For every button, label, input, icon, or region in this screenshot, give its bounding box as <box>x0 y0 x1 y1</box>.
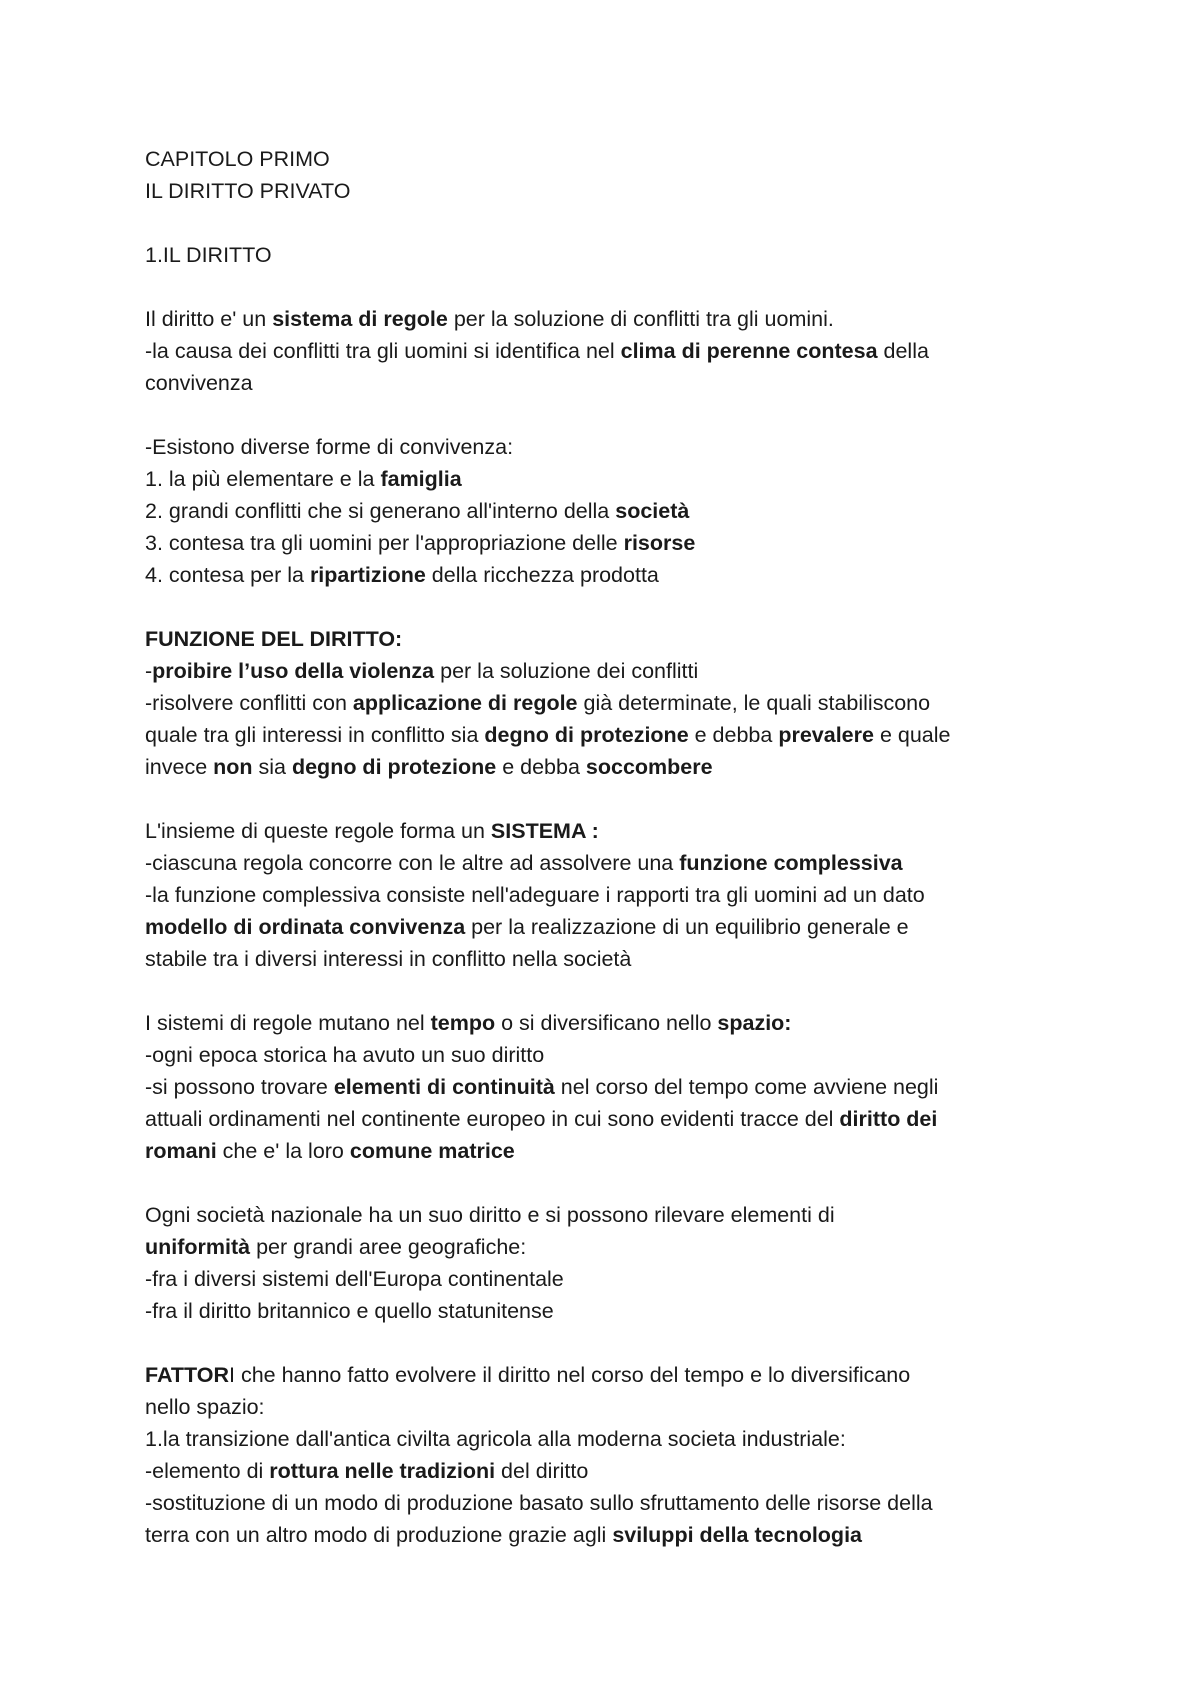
text-segment: -Esistono diverse forme di convivenza: <box>145 435 514 459</box>
bold-text: ripartizione <box>309 563 426 587</box>
text-line <box>145 335 1100 367</box>
paragraph-spacer <box>145 207 1100 239</box>
text-segment: e quale <box>873 723 951 747</box>
text-segment: L'insieme di queste regole forma un <box>145 819 491 843</box>
text-line <box>145 943 1100 975</box>
bold-text: società <box>615 499 690 523</box>
bold-text: degno di protezione <box>484 723 689 747</box>
paragraph-spacer <box>145 271 1100 303</box>
bold-text: degno di protezione <box>291 755 497 779</box>
bold-text: diritto dei <box>839 1107 938 1131</box>
bold-text: uniformità <box>145 1235 251 1259</box>
text-segment: 1.la transizione dall'antica civilta agricola alla moderna societa industriale: <box>145 1427 846 1451</box>
bold-text: famiglia <box>380 467 462 491</box>
text-segment: per la soluzione di conflitti tra gli uomini. <box>447 307 834 331</box>
bold-text: SISTEMA : <box>490 819 599 843</box>
text-segment: -ciascuna regola concorre con le altre ad assolvere una <box>145 851 680 875</box>
text-segment: per la soluzione dei conflitti <box>434 659 699 683</box>
text-segment: 2. grandi conflitti che si generano all'interno della <box>145 499 616 523</box>
text-line <box>145 1359 1100 1391</box>
bold-text: FATTOR <box>145 1363 230 1387</box>
bold-text: tempo <box>430 1011 496 1035</box>
text-line <box>145 1455 1100 1487</box>
bold-text: sviluppi della tecnologia <box>612 1523 862 1547</box>
text-segment: per la realizzazione di un equilibrio generale e <box>465 915 909 939</box>
text-segment: o si diversificano nello <box>495 1011 718 1035</box>
text-line <box>145 1071 1100 1103</box>
text-line <box>145 847 1100 879</box>
text-segment: terra con un altro modo di produzione grazie agli <box>145 1523 613 1547</box>
text-line <box>145 527 1100 559</box>
document-body <box>145 143 1100 1551</box>
bold-text: clima di perenne contesa <box>620 339 878 363</box>
text-line <box>145 1519 1100 1551</box>
text-segment: convivenza <box>145 371 253 395</box>
text-line <box>145 1295 1100 1327</box>
text-line <box>145 495 1100 527</box>
text-line <box>145 463 1100 495</box>
text-line <box>145 367 1100 399</box>
bold-text: spazio: <box>717 1011 792 1035</box>
text-segment: per grandi aree geografiche: <box>250 1235 527 1259</box>
paragraph-spacer <box>145 399 1100 431</box>
text-line <box>145 719 1100 751</box>
bold-text: non <box>213 755 253 779</box>
text-line <box>145 1231 1100 1263</box>
text-line <box>145 1039 1100 1071</box>
text-segment: -ogni epoca storica ha avuto un suo diritto <box>145 1043 545 1067</box>
bold-text: prevalere <box>778 723 874 747</box>
text-line <box>145 879 1100 911</box>
bold-text: modello di ordinata convivenza <box>145 915 466 939</box>
text-segment: della <box>877 339 929 363</box>
text-line <box>145 239 1100 271</box>
text-segment: 3. contesa tra gli uomini per l'appropriazione delle <box>145 531 624 555</box>
text-segment: 1.IL DIRITTO <box>145 243 272 267</box>
text-segment: I che hanno fatto evolvere il diritto nel corso del tempo e lo diversificano <box>229 1363 911 1387</box>
bold-text: applicazione di regole <box>352 691 578 715</box>
text-segment: Ogni società nazionale ha un suo diritto e si possono rilevare elementi di <box>145 1203 835 1227</box>
text-segment: IL DIRITTO PRIVATO <box>145 179 351 203</box>
text-line <box>145 1391 1100 1423</box>
bold-text: rottura nelle tradizioni <box>269 1459 496 1483</box>
bold-text: elementi di continuità <box>333 1075 555 1099</box>
text-segment: nello spazio: <box>145 1395 265 1419</box>
text-segment: -la causa dei conflitti tra gli uomini si identifica nel <box>145 339 621 363</box>
bold-text: romani <box>145 1139 217 1163</box>
text-line <box>145 623 1100 655</box>
text-segment: -si possono trovare <box>145 1075 334 1099</box>
text-segment: Il diritto e' un <box>145 307 273 331</box>
text-line <box>145 1199 1100 1231</box>
text-line <box>145 655 1100 687</box>
text-segment: I sistemi di regole mutano nel <box>145 1011 431 1035</box>
text-segment: -fra i diversi sistemi dell'Europa continentale <box>145 1267 564 1291</box>
paragraph-spacer <box>145 975 1100 1007</box>
text-segment: che e' la loro <box>216 1139 350 1163</box>
text-line <box>145 815 1100 847</box>
text-segment: sia <box>252 755 292 779</box>
text-line <box>145 751 1100 783</box>
text-segment: -la funzione complessiva consiste nell'adeguare i rapporti tra gli uomini ad un dato <box>145 883 925 907</box>
text-line <box>145 1007 1100 1039</box>
bold-text: comune matrice <box>349 1139 515 1163</box>
text-segment: 4. contesa per la <box>145 563 310 587</box>
bold-text: soccombere <box>585 755 713 779</box>
paragraph-spacer <box>145 591 1100 623</box>
text-line <box>145 431 1100 463</box>
text-line <box>145 1487 1100 1519</box>
text-segment: quale tra gli interessi in conflitto sia <box>145 723 485 747</box>
text-segment: attuali ordinamenti nel continente europeo in cui sono evidenti tracce del <box>145 1107 840 1131</box>
text-line <box>145 1103 1100 1135</box>
paragraph-spacer <box>145 1327 1100 1359</box>
bold-text: proibire l’uso della violenza <box>152 659 435 683</box>
bold-text: funzione complessiva <box>679 851 903 875</box>
text-line <box>145 1423 1100 1455</box>
text-segment: -risolvere conflitti con <box>145 691 353 715</box>
text-segment: stabile tra i diversi interessi in conflitto nella società <box>145 947 632 971</box>
bold-text: FUNZIONE DEL DIRITTO: <box>145 627 403 651</box>
text-line <box>145 143 1100 175</box>
bold-text: sistema di regole <box>272 307 448 331</box>
text-segment: 1. la più elementare e la <box>145 467 381 491</box>
text-line <box>145 1135 1100 1167</box>
paragraph-spacer <box>145 1167 1100 1199</box>
text-line <box>145 303 1100 335</box>
text-line <box>145 687 1100 719</box>
text-segment: -fra il diritto britannico e quello statunitense <box>145 1299 554 1323</box>
paragraph-spacer <box>145 783 1100 815</box>
text-line <box>145 559 1100 591</box>
text-segment: e debba <box>688 723 779 747</box>
text-segment: della ricchezza prodotta <box>425 563 659 587</box>
text-segment: - <box>145 659 153 683</box>
text-line <box>145 175 1100 207</box>
text-line <box>145 911 1100 943</box>
bold-text: risorse <box>623 531 696 555</box>
text-segment: CAPITOLO PRIMO <box>145 147 330 171</box>
text-segment: nel corso del tempo come avviene negli <box>554 1075 939 1099</box>
text-segment: del diritto <box>495 1459 589 1483</box>
text-segment: invece <box>145 755 214 779</box>
text-segment: -sostituzione di un modo di produzione basato sullo sfruttamento delle risorse della <box>145 1491 933 1515</box>
text-line <box>145 1263 1100 1295</box>
text-segment: -elemento di <box>145 1459 270 1483</box>
text-segment: e debba <box>496 755 586 779</box>
text-segment: già determinate, le quali stabiliscono <box>577 691 931 715</box>
